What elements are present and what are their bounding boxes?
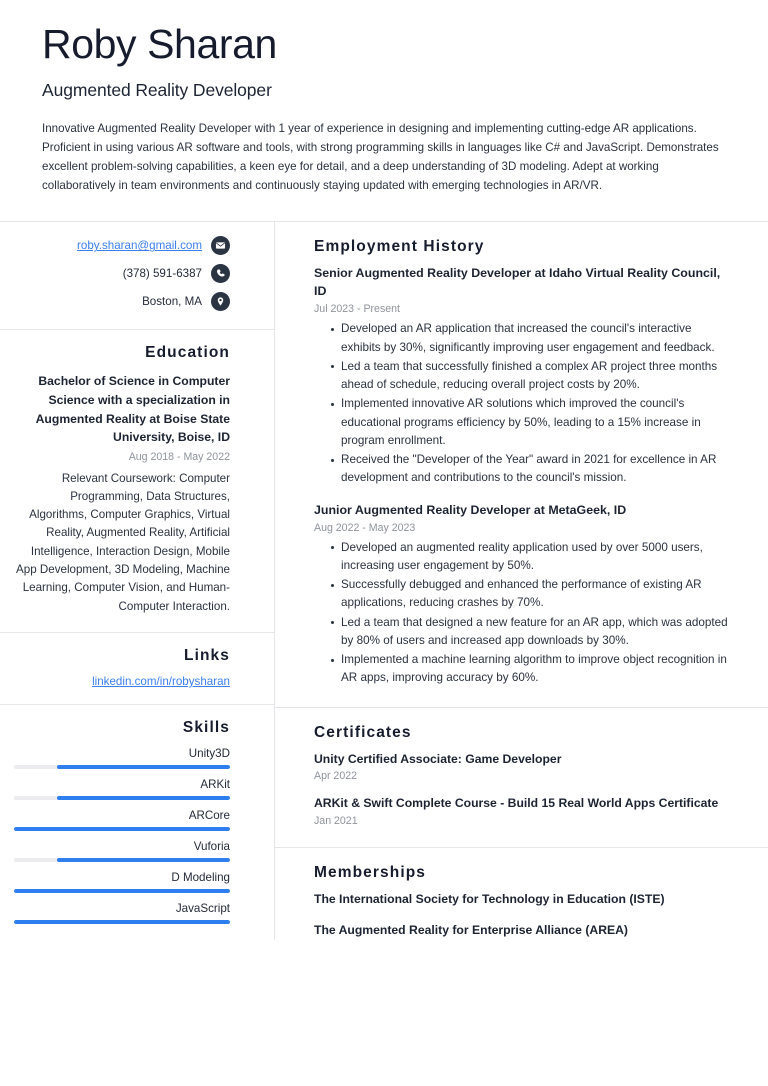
skill-item [14,747,230,769]
certificate-date: Jan 2021 [314,815,358,828]
education-heading: Education [145,344,230,362]
memberships-section [275,848,768,957]
skill-level-bar [14,827,230,831]
skill-level-fill [57,858,230,862]
employment-bullets [314,539,728,688]
employment-title: Junior Augmented Reality Developer at MetaGeek, ID [314,502,627,517]
skill-item [14,840,230,862]
professional-summary: Innovative Augmented Reality Developer with 1 year of experience in designing and implementing cutting-edge AR applications. Proficient in using various AR software and tools, with strong programming skills in languages like C# and JavaScript. Demonstrates excellent problem-solving capabilities, a keen eye for detail, and a deep understanding of 3D modeling. Adept at working collaboratively in team environments and continuously staying updated with emerging technologies in AR/VR. [42,121,719,192]
phone-icon [211,264,230,283]
skill-level-bar [14,858,230,862]
contact-email-row[interactable] [14,236,230,255]
skill-level-fill [14,889,230,893]
map-pin-icon [211,292,230,311]
skill-name: ARKit [200,778,230,792]
employment-heading: Employment History [314,238,485,256]
education-section [0,330,274,633]
certificates-section [275,708,768,848]
skill-item [14,809,230,831]
skill-name: JavaScript [175,902,230,916]
email-value[interactable]: roby.sharan@gmail.com [77,239,202,253]
employment-entry [314,502,728,688]
phone-value: (378) 591-6387 [122,267,202,281]
employment-section [275,222,768,707]
sidebar [0,222,275,940]
skill-level-fill [57,796,230,800]
location-value: Boston, MA [142,295,202,309]
skill-name: ARCore [188,809,230,823]
envelope-icon [211,236,230,255]
employment-date: Jul 2023 - Present [314,303,400,316]
skill-name: D Modeling [171,871,230,885]
links-heading: Links [184,647,230,665]
bullet-item: Developed an augmented reality application used by over 5000 users, increasing user engagement by 50%. [331,539,728,576]
certificate-entry [314,795,728,827]
main-column [275,222,768,957]
education-description: Relevant Coursework: Computer Programming, Data Structures, Algorithms, Computer Graphics, Virtual Reality, Augmented Reality, Artificial Intelligence, Interaction Design, Mobile App Development, 3D Modeling, Machine Learning, Computer Vision, and Human-Computer Interaction. [16,471,230,613]
bullet-item: Successfully debugged and enhanced the performance of existing AR applications, reducing crashes by 70%. [331,576,728,613]
certificate-date: Apr 2022 [314,770,357,783]
link-item[interactable]: linkedin.com/in/robysharan [92,675,230,689]
employment-date: Aug 2022 - May 2023 [314,521,416,534]
bullet-item: Led a team that designed a new feature for an AR app, which was adopted by 80% of users and increased app downloads by 30%. [331,614,728,651]
employment-bullets [314,320,728,487]
certificate-entry [314,751,728,783]
skills-section [0,705,274,940]
skill-level-fill [57,765,230,769]
skill-level-bar [14,796,230,800]
employment-title: Senior Augmented Reality Developer at Idaho Virtual Reality Council, ID [314,266,721,299]
bullet-item: Developed an AR application that increased the council's interactive exhibits by 30%, significantly improving user engagement and feedback. [331,320,728,357]
links-section [0,633,274,705]
resume-body [0,222,768,957]
employment-entry [314,265,728,487]
skill-item [14,902,230,924]
skill-name: Vuforia [193,840,230,854]
bullet-item: Led a team that successfully finished a complex AR project three months ahead of schedule, reducing overall project costs by 20%. [331,358,728,395]
certificate-title: Unity Certified Associate: Game Developer [314,751,562,766]
skill-level-fill [14,827,230,831]
education-degree: Bachelor of Science in Computer Science with a specialization in Augmented Reality at Boise State University, Boise, ID [35,374,230,445]
bullet-item: Received the "Developer of the Year" award in 2021 for excellence in AR development and contributions to the council's mission. [331,451,728,488]
education-date: Aug 2018 - May 2022 [128,450,230,463]
resume-header [0,0,768,221]
skill-item [14,871,230,893]
certificate-title: ARKit & Swift Complete Course - Build 15 Real World Apps Certificate [314,796,719,811]
certificates-heading: Certificates [314,723,412,741]
membership-entry: The International Society for Technology in Education (ISTE) [314,892,665,907]
skill-level-bar [14,765,230,769]
skill-item [14,778,230,800]
membership-entry: The Augmented Reality for Enterprise Alliance (AREA) [314,922,628,937]
contact-phone-row[interactable] [14,264,230,283]
job-title: Augmented Reality Developer [42,79,272,100]
memberships-heading: Memberships [314,864,427,882]
skill-level-bar [14,920,230,924]
bullet-item: Implemented a machine learning algorithm to improve object recognition in AR apps, improving accuracy by 60%. [331,651,728,688]
skill-name: Unity3D [188,747,230,761]
skill-level-bar [14,889,230,893]
contact-section [0,222,274,330]
page-title: Roby Sharan [42,21,277,67]
bullet-item: Implemented innovative AR solutions which improved the council's educational programs efficiency by 50%, leading to a 15% increase in program enrollment. [331,395,728,450]
skill-level-fill [14,920,230,924]
contact-location-row [14,292,230,311]
skills-heading: Skills [182,719,230,737]
